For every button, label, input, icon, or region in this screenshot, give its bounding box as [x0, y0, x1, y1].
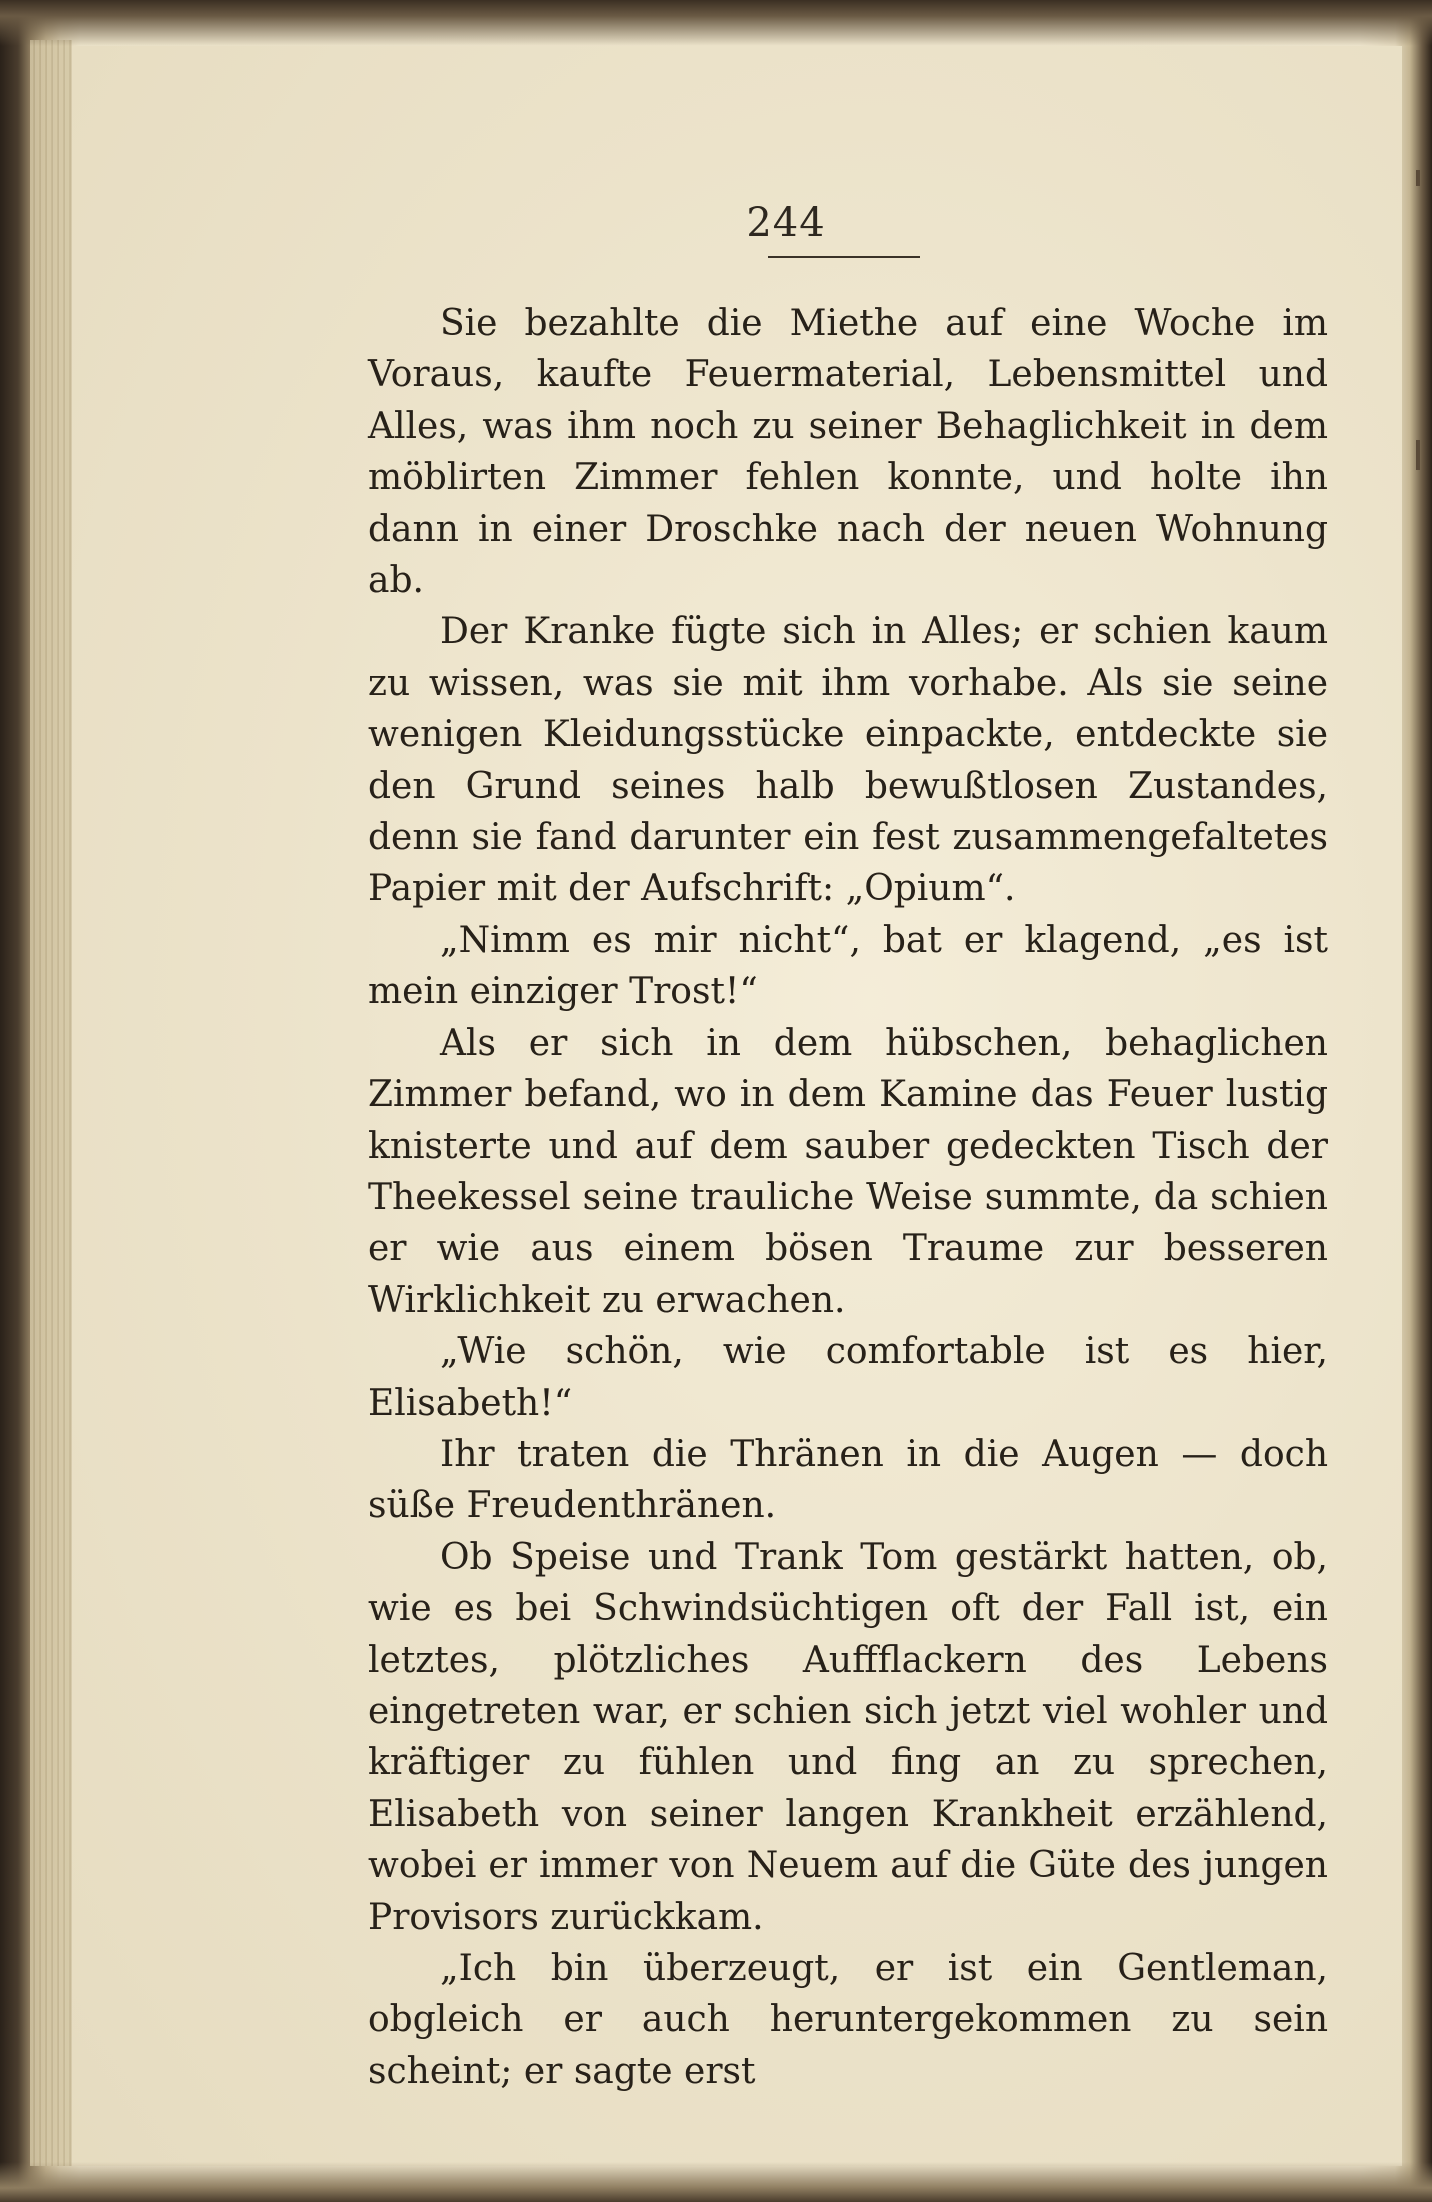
page-number: 244 — [746, 200, 826, 246]
paragraph: Ihr traten die Thränen in die Augen — doch süße Freudenthränen. — [368, 1433, 1328, 1527]
book-cover-bottom — [0, 2162, 1432, 2202]
page-edges — [30, 40, 72, 2166]
header-rule — [768, 256, 920, 258]
margin-tick — [1416, 440, 1420, 470]
book-cover-top — [0, 0, 1432, 46]
paragraph: „Ich bin überzeugt, er ist ein Gentleman, obgleich er auch heruntergekommen zu sein scheint; er sagte erst — [368, 1948, 1328, 2092]
paragraph: Sie bezahlte die Miethe auf eine Woche im Voraus, kaufte Feuermaterial, Lebensmittel und Alles, was ihm noch zu seiner Behaglichkeit in dem möblirten Zimmer fehlen konnte, und holte ihn dann in einer Droschke nach der neuen Wohnung ab. — [368, 303, 1328, 602]
margin-tick — [1416, 170, 1420, 186]
paragraph: Als er sich in dem hübschen, behaglichen Zimmer befand, wo in dem Kamine das Feuer lustig knisterte und auf dem sauber gedeckten Tisch der Theekessel seine trauliche Weise summte, da schien er wie aus einem bösen Traume zur besseren Wirklichkeit zu erwachen. — [368, 1022, 1328, 1321]
paragraph: Der Kranke fügte sich in Alles; er schien kaum zu wissen, was sie mit ihm vorhabe. Als sie seine wenigen Kleidungsstücke einpackte, entdeckte sie den Grund seines halb bewußtlosen Zustandes, denn sie fand darunter ein fest zusammengefaltetes Papier mit der Aufschrift: „Opium“. — [368, 611, 1328, 910]
paragraph: „Nimm es mir nicht“, bat er klagend, „es ist mein einziger Trost!“ — [368, 919, 1328, 1013]
page-body — [368, 298, 1328, 2097]
paragraph: Ob Speise und Trank Tom gestärkt hatten, ob, wie es bei Schwindsüchtigen oft der Fall ist, ein letztes, plötzliches Auffflackern des Lebens eingetreten war, er schien sich jetzt viel wohler und kräftiger zu fühlen und fing an zu sprechen, Elisabeth von seiner langen Krankheit erzählend, wobei er immer von Neuem auf die Güte des jungen Provisors zurückkam. — [368, 1536, 1328, 1938]
paragraph: „Wie schön, wie comfortable ist es hier, Elisabeth!“ — [368, 1331, 1328, 1424]
